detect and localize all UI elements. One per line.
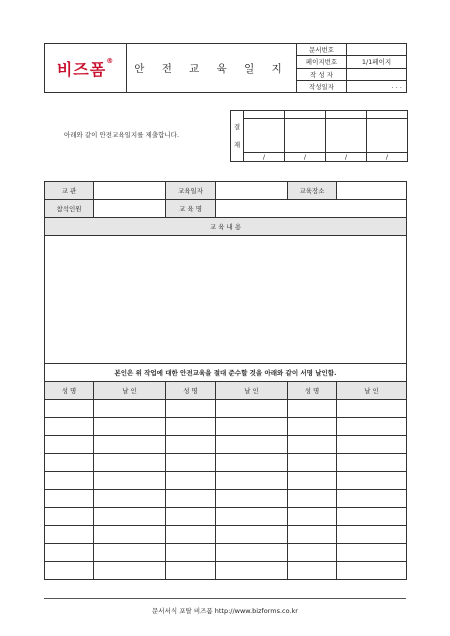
signature-seal-cell[interactable] [94, 526, 166, 544]
place-field[interactable] [337, 182, 407, 200]
signature-name-cell[interactable] [166, 472, 216, 490]
approval-date-cell[interactable]: / [367, 153, 408, 162]
attendees-field[interactable] [94, 200, 166, 218]
signature-seal-cell[interactable] [337, 508, 407, 526]
signature-name-cell[interactable] [45, 544, 94, 562]
approval-side-label: 결 재 [231, 111, 244, 162]
meta-value [347, 68, 407, 80]
signature-row [45, 418, 407, 436]
signature-name-cell[interactable] [288, 490, 337, 508]
signature-seal-cell[interactable] [216, 400, 288, 418]
signature-seal-cell[interactable] [337, 472, 407, 490]
signature-seal-cell[interactable] [337, 562, 407, 580]
meta-label: 작 성 자 [297, 68, 347, 80]
signature-seal-cell[interactable] [94, 472, 166, 490]
approval-title-cell [244, 111, 285, 119]
signature-name-cell[interactable] [166, 490, 216, 508]
signature-row [45, 490, 407, 508]
approval-table [230, 110, 408, 162]
meta-label: 문서번호 [297, 44, 347, 56]
signature-seal-cell[interactable] [216, 472, 288, 490]
signature-name-cell[interactable] [45, 454, 94, 472]
attendees-label: 참석인원 [45, 200, 94, 218]
signature-seal-cell[interactable] [216, 436, 288, 454]
signature-seal-cell[interactable] [337, 400, 407, 418]
signature-seal-cell[interactable] [94, 400, 166, 418]
signature-seal-cell[interactable] [337, 544, 407, 562]
signature-name-cell[interactable] [288, 508, 337, 526]
approval-date-cell[interactable]: / [285, 153, 326, 162]
signature-name-cell[interactable] [288, 544, 337, 562]
signature-name-cell[interactable] [45, 400, 94, 418]
signature-row [45, 562, 407, 580]
content-header: 교 육 내 용 [45, 218, 407, 236]
signature-seal-cell[interactable] [94, 544, 166, 562]
content-area[interactable] [45, 236, 407, 364]
education-table [44, 181, 407, 580]
signature-row [45, 400, 407, 418]
meta-label: 작성일자 [297, 80, 347, 92]
signature-seal-cell[interactable] [337, 436, 407, 454]
signature-seal-cell[interactable] [337, 454, 407, 472]
signature-rows [45, 400, 407, 580]
signature-seal-cell[interactable] [337, 490, 407, 508]
signature-name-cell[interactable] [45, 418, 94, 436]
signature-row [45, 526, 407, 544]
document-title: 안 전 교 육 일 지 [134, 62, 289, 75]
signature-name-cell[interactable] [288, 400, 337, 418]
footer-rule [44, 598, 406, 599]
approval-date-cell[interactable]: / [244, 153, 285, 162]
signature-name-cell[interactable] [288, 562, 337, 580]
signature-name-cell[interactable] [45, 490, 94, 508]
date-field[interactable] [216, 182, 288, 200]
signature-name-cell[interactable] [45, 472, 94, 490]
signature-seal-cell[interactable] [337, 526, 407, 544]
meta-value [347, 44, 407, 56]
signature-header-row [45, 382, 407, 400]
seal-header: 날 인 [94, 382, 166, 400]
signature-seal-cell[interactable] [94, 562, 166, 580]
signature-seal-cell[interactable] [216, 526, 288, 544]
signature-row [45, 544, 407, 562]
submission-note: 아래와 같이 안전교육일지를 제출합니다. [64, 131, 180, 139]
signature-seal-cell[interactable] [216, 544, 288, 562]
header-table [44, 43, 407, 93]
logo-cell [45, 44, 127, 93]
signature-name-cell[interactable] [166, 400, 216, 418]
title-cell [127, 44, 297, 93]
meta-value: . . . [347, 80, 407, 92]
signature-seal-cell[interactable] [337, 418, 407, 436]
meta-value: 1/1페이지 [347, 56, 407, 68]
signature-name-cell[interactable] [45, 508, 94, 526]
approval-title-cell [326, 111, 367, 119]
approval-sign-cell[interactable] [285, 119, 326, 153]
signature-name-cell[interactable] [288, 472, 337, 490]
signature-row [45, 454, 407, 472]
approval-sign-cell[interactable] [244, 119, 285, 153]
signature-name-cell[interactable] [45, 562, 94, 580]
signature-name-cell[interactable] [166, 454, 216, 472]
footer-text: 문서서식 포탈 비즈폼 http://www.bizforms.co.kr [152, 607, 298, 615]
seal-header: 날 인 [337, 382, 407, 400]
approval-title-cell [367, 111, 408, 119]
signature-seal-cell[interactable] [216, 562, 288, 580]
signature-name-cell[interactable] [166, 526, 216, 544]
signature-name-cell[interactable] [166, 418, 216, 436]
signature-row [45, 436, 407, 454]
name-header: 성 명 [288, 382, 337, 400]
signature-name-cell[interactable] [166, 508, 216, 526]
signature-seal-cell[interactable] [94, 508, 166, 526]
date-label: 교육일자 [166, 182, 216, 200]
signature-seal-cell[interactable] [94, 418, 166, 436]
signature-name-cell[interactable] [45, 526, 94, 544]
signature-row [45, 508, 407, 526]
signature-seal-cell[interactable] [216, 418, 288, 436]
approval-sign-cell[interactable] [326, 119, 367, 153]
signature-seal-cell[interactable] [94, 490, 166, 508]
instructor-field[interactable] [94, 182, 166, 200]
approval-title-cell [285, 111, 326, 119]
signature-seal-cell[interactable] [216, 490, 288, 508]
course-field[interactable] [216, 200, 407, 218]
approval-sign-cell[interactable] [367, 119, 408, 153]
name-header: 성 명 [166, 382, 216, 400]
approval-date-cell[interactable]: / [326, 153, 367, 162]
signature-seal-cell[interactable] [216, 454, 288, 472]
signature-name-cell[interactable] [166, 544, 216, 562]
signature-name-cell[interactable] [166, 562, 216, 580]
signature-name-cell[interactable] [288, 436, 337, 454]
course-label: 교 육 명 [166, 200, 216, 218]
signature-name-cell[interactable] [288, 418, 337, 436]
signature-seal-cell[interactable] [94, 454, 166, 472]
signature-row [45, 472, 407, 490]
signature-name-cell[interactable] [288, 454, 337, 472]
signature-name-cell[interactable] [166, 436, 216, 454]
pledge-text: 본인은 위 작업에 대한 안전교육을 절대 준수할 것을 아래와 같이 서명 날인함. [45, 364, 407, 382]
signature-seal-cell[interactable] [216, 508, 288, 526]
signature-name-cell[interactable] [45, 436, 94, 454]
instructor-label: 교 관 [45, 182, 94, 200]
signature-name-cell[interactable] [288, 526, 337, 544]
meta-label: 페이지번호 [297, 56, 347, 68]
place-label: 교육장소 [288, 182, 337, 200]
seal-header: 날 인 [216, 382, 288, 400]
name-header: 성 명 [45, 382, 94, 400]
bizforms-logo: 비즈폼® [56, 56, 115, 79]
signature-seal-cell[interactable] [94, 436, 166, 454]
